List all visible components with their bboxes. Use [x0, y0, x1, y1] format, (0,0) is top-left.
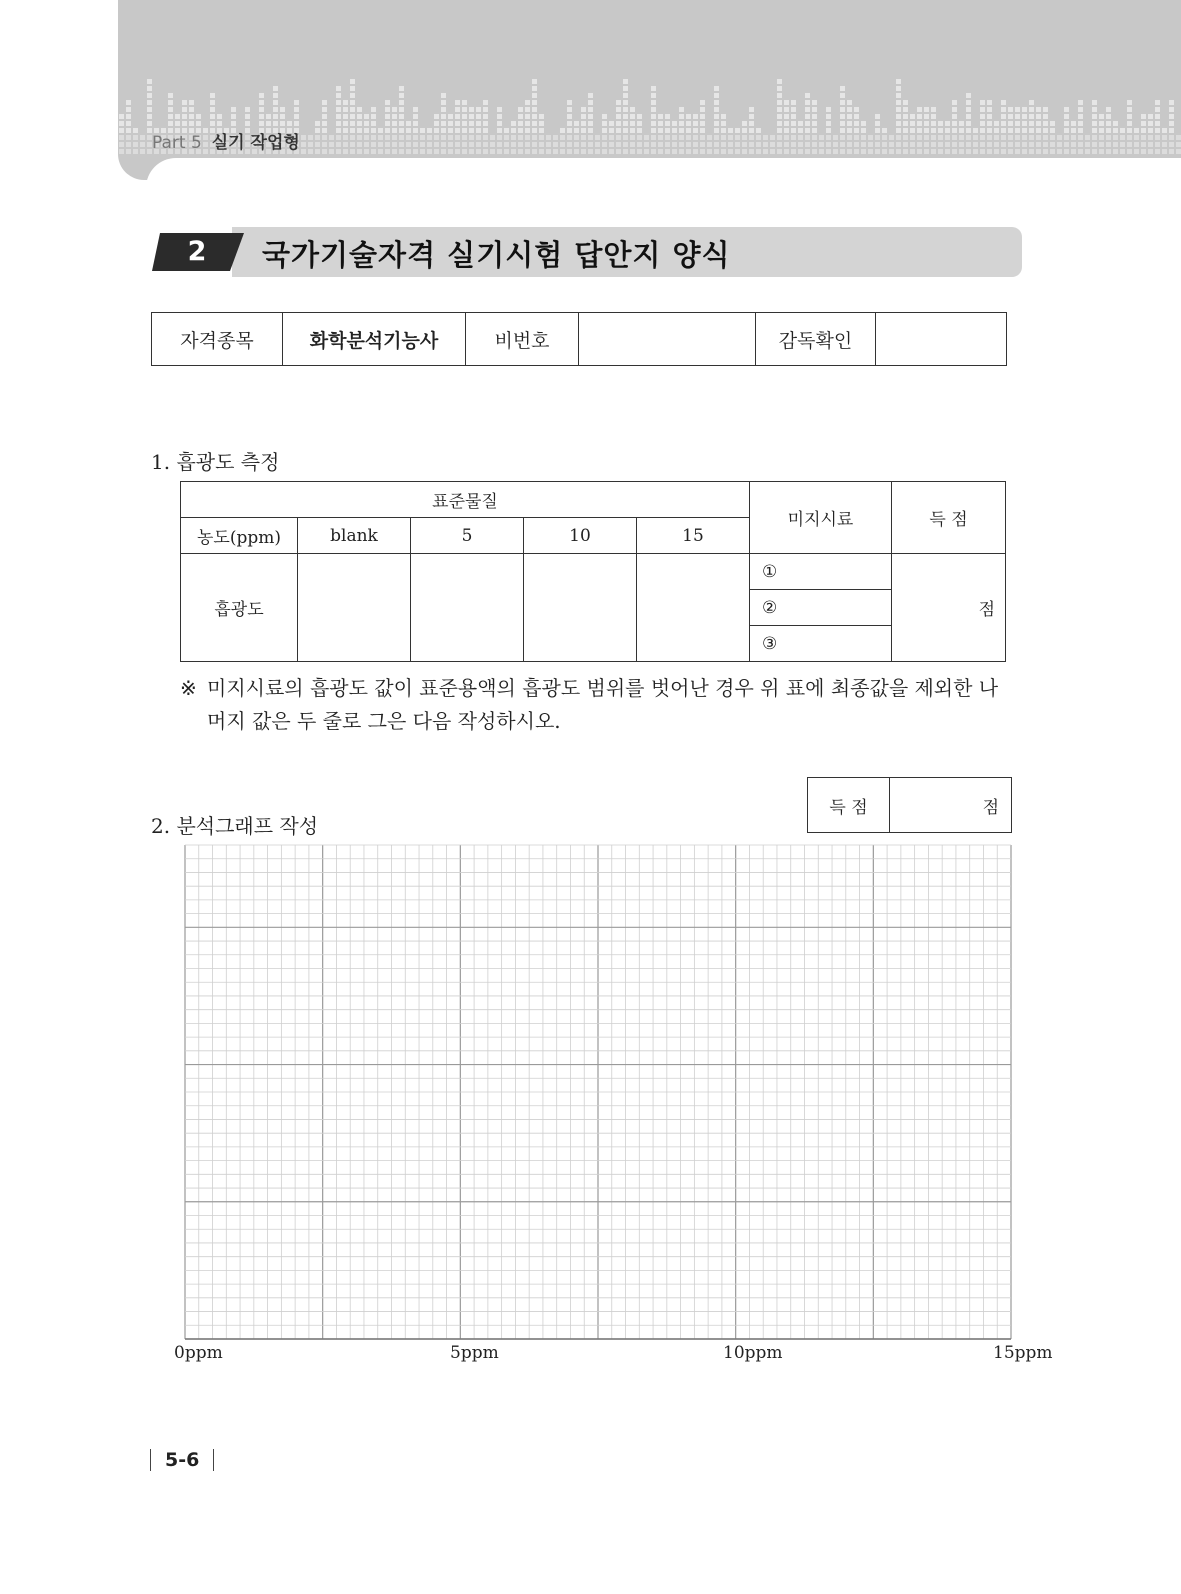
conc-10: 10	[524, 518, 637, 554]
note-line-1	[180, 672, 1020, 705]
page-bar-right	[213, 1449, 214, 1471]
conc-15: 15	[637, 518, 750, 554]
section-heading	[152, 227, 1022, 277]
graph-score-table	[807, 777, 1012, 833]
note-text-2: 머지 값은 두 줄로 그은 다음 작성하시오.	[207, 709, 561, 733]
part-label	[152, 128, 300, 153]
page-number	[150, 1448, 214, 1472]
absorbance-10-cell[interactable]	[524, 554, 637, 662]
header-curve	[146, 158, 1181, 198]
x-tick-0: 0ppm	[174, 1343, 223, 1363]
score-cell[interactable]: 점	[892, 554, 1006, 662]
section-number: 2	[187, 236, 207, 267]
absorbance-15-cell[interactable]	[637, 554, 750, 662]
x-tick-5: 5ppm	[450, 1343, 499, 1363]
score-header: 득 점	[892, 482, 1006, 554]
unknown-cell-3[interactable]: ③	[750, 626, 892, 662]
graph-score-label: 득 점	[808, 778, 890, 833]
unknown-cell-2[interactable]: ②	[750, 590, 892, 626]
q2-label: 2. 분석그래프 작성	[151, 814, 319, 838]
seat-number-field[interactable]	[579, 313, 756, 366]
absorbance-5-cell[interactable]	[411, 554, 524, 662]
note-mark: ※	[180, 676, 197, 700]
q1-label: 1. 흡광도 측정	[151, 450, 280, 474]
graph-score-cell[interactable]: 점	[890, 778, 1012, 833]
section-title: 국가기술자격 실기시험 답안지 양식	[262, 238, 731, 272]
supervisor-check-label: 감독확인	[756, 313, 876, 366]
qualification-value: 화학분석기능사	[283, 313, 466, 366]
page-number-text: 5-6	[165, 1448, 200, 1471]
page-bar-left	[150, 1449, 151, 1471]
seat-number-label: 비번호	[466, 313, 579, 366]
x-tick-15: 15ppm	[993, 1343, 1053, 1363]
part-number: Part 5	[152, 133, 202, 153]
absorbance-blank-cell[interactable]	[298, 554, 411, 662]
note	[180, 672, 1020, 738]
x-tick-10: 10ppm	[723, 1343, 783, 1363]
section-number-badge	[152, 233, 244, 271]
unknown-cell-1[interactable]: ①	[750, 554, 892, 590]
concentration-header: 농도(ppm)	[181, 518, 298, 554]
header-band	[118, 0, 1181, 180]
part-title: 실기 작업형	[211, 133, 300, 153]
unknown-header: 미지시료	[750, 482, 892, 554]
qualification-label: 자격종목	[152, 313, 283, 366]
supervisor-check-field[interactable]	[876, 313, 1007, 366]
conc-blank: blank	[298, 518, 411, 554]
absorbance-label: 흡광도	[181, 554, 298, 662]
absorbance-table	[180, 481, 1006, 662]
conc-5: 5	[411, 518, 524, 554]
standard-header: 표준물질	[181, 482, 750, 518]
info-table	[151, 312, 1007, 366]
graph-paper[interactable]	[184, 844, 1012, 1340]
note-text-1: 미지시료의 흡광도 값이 표준용액의 흡광도 범위를 벗어난 경우 위 표에 최종값을 제외한 나	[207, 676, 999, 700]
